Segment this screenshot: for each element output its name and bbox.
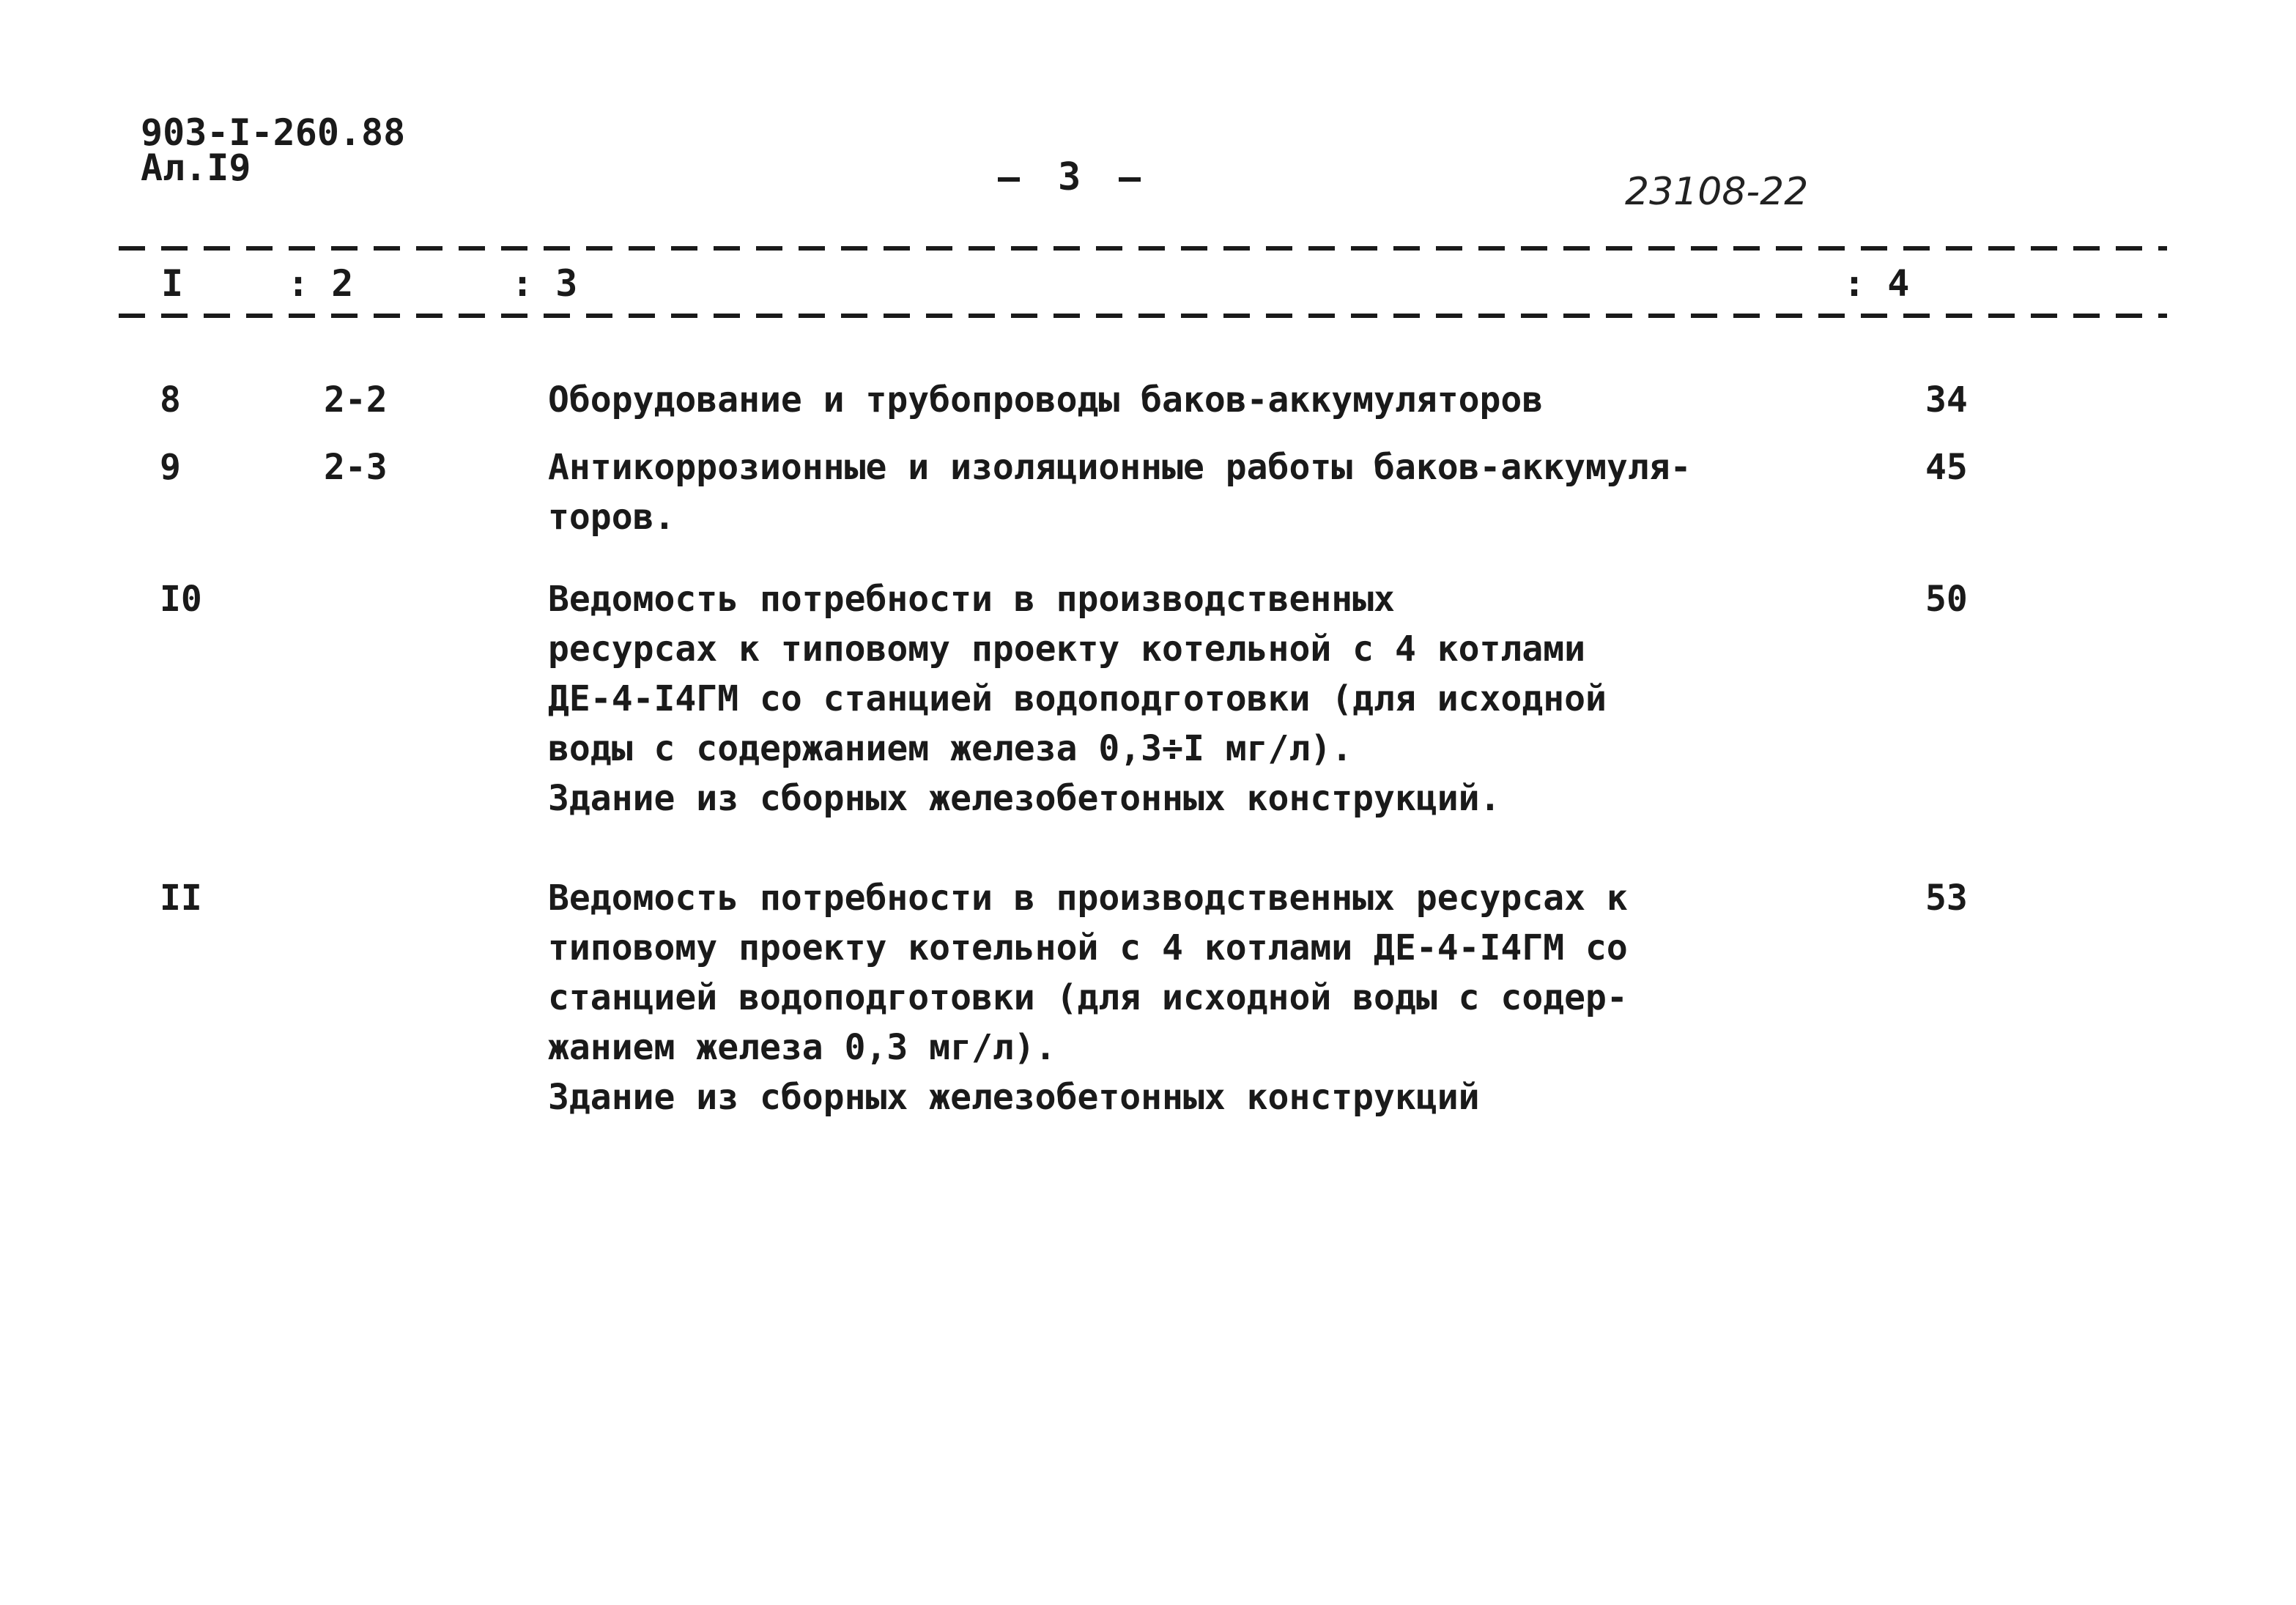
row-title (548, 574, 1607, 823)
row-title-line: торов. (548, 497, 675, 538)
row-title-line: типовому проекту котельной с 4 котлами ДЕ-4-I4ГМ со (548, 927, 1628, 968)
header-rule-bottom (119, 314, 2167, 318)
row-title-line: Оборудование и трубопроводы баков-аккумуляторов (548, 379, 1544, 420)
row-page: 53 (1925, 878, 1968, 919)
row-title-line: станцией водоподготовки (для исходной воды с содер- (548, 977, 1628, 1018)
row-title-line: Здание из сборных железобетонных конструкций (548, 1077, 1480, 1118)
row-title (548, 873, 1628, 1122)
row-title-line: жанием железа 0,3 мг/л). (548, 1027, 1056, 1068)
row-title-line: Антикоррозионные и изоляционные работы баков-аккумуля- (548, 447, 1692, 488)
column-header-1: I (161, 262, 184, 305)
row-page: 45 (1925, 447, 1968, 488)
inventory-stamp: 23108-22 (1625, 170, 1809, 214)
row-title-line: Ведомость потребности в производственных (548, 579, 1395, 620)
row-number: 9 (160, 447, 181, 488)
column-header-2: : 2 (287, 262, 354, 305)
sheet-number: Ал.I9 (141, 147, 251, 189)
row-title (548, 442, 1692, 542)
row-title-line: Здание из сборных железобетонных конструкций. (548, 778, 1501, 819)
row-title (548, 375, 1543, 425)
row-page: 50 (1925, 579, 1968, 620)
dash-right (1119, 177, 1141, 182)
dash-left (998, 177, 1020, 182)
row-title-line: ДЕ-4-I4ГМ со станцией водоподготовки (для исходной (548, 678, 1607, 719)
column-header-4: : 4 (1843, 262, 1910, 305)
row-title-line: воды с содержанием железа 0,3÷I мг/л). (548, 728, 1353, 769)
header-rule-top (119, 246, 2167, 251)
row-title-line: ресурсах к типовому проекту котельной с 4 котлами (548, 629, 1586, 670)
page-number-value: 3 (1058, 155, 1081, 199)
row-number: II (160, 878, 202, 919)
row-code: 2-3 (324, 447, 388, 488)
document-code: 903-I-260.88 (141, 111, 406, 154)
row-number: 8 (160, 379, 181, 420)
row-code: 2-2 (324, 379, 388, 420)
row-page: 34 (1925, 379, 1968, 420)
row-number: I0 (160, 579, 202, 620)
column-header-3: : 3 (511, 262, 578, 305)
page-number (960, 155, 1179, 199)
row-title-line: Ведомость потребности в производственных ресурсах к (548, 878, 1628, 919)
